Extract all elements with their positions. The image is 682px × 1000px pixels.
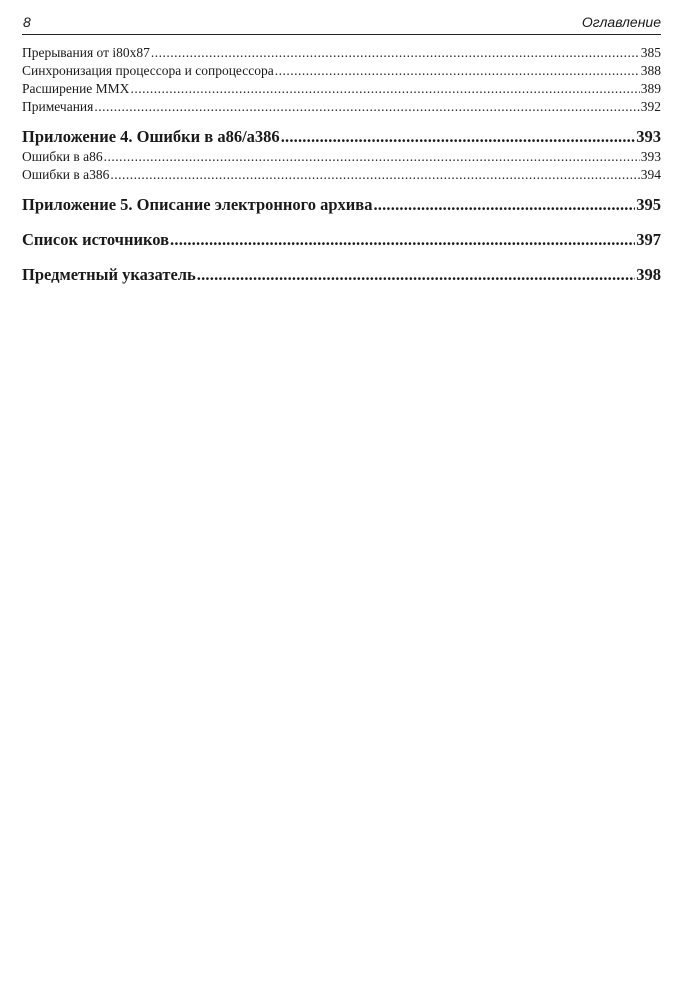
dot-leader (151, 44, 640, 62)
toc-entry[interactable] (22, 166, 661, 184)
toc-entry-title: Расширение MMX (22, 81, 130, 96)
toc-entry-page: 397 (636, 230, 661, 249)
toc-entry[interactable] (22, 62, 661, 80)
toc-entry-appendix-4[interactable] (22, 126, 661, 148)
page-number: 8 (23, 14, 31, 30)
section-title: Оглавление (581, 14, 661, 30)
toc-entry-page: 392 (640, 99, 661, 114)
dot-leader (275, 62, 640, 80)
toc-entry-title: Прерывания от i80x87 (22, 45, 150, 60)
toc-entry-references[interactable] (22, 229, 661, 251)
toc-entry-page: 388 (640, 63, 661, 78)
toc-entry-page: 398 (636, 265, 661, 284)
toc-entry-title: Приложение 4. Ошибки в a86/a386 (22, 127, 280, 146)
toc-entry[interactable] (22, 148, 661, 166)
toc-entry-title: Ошибки в a86 (22, 149, 103, 164)
dot-leader (104, 148, 640, 166)
toc-entry-appendix-5[interactable] (22, 194, 661, 216)
toc-entry[interactable] (22, 44, 661, 62)
toc-entry-title: Синхронизация процессора и сопроцессора (22, 63, 274, 78)
toc-entry[interactable] (22, 80, 661, 98)
toc-entry-title: Примечания (22, 99, 94, 114)
dot-leader (110, 166, 639, 184)
toc-entry-title: Предметный указатель (22, 265, 196, 284)
toc-entry-title: Список источников (22, 230, 170, 249)
dot-leader (130, 80, 639, 98)
dot-leader (373, 194, 635, 216)
document-page (22, 0, 661, 286)
toc-entry[interactable] (22, 98, 661, 116)
toc-entry-page: 385 (640, 45, 661, 60)
dot-leader (197, 264, 635, 286)
toc-entry-subject-index[interactable] (22, 264, 661, 286)
toc-entry-title: Ошибки в a386 (22, 167, 110, 182)
dot-leader (281, 126, 636, 148)
toc-entry-page: 393 (640, 149, 661, 164)
table-of-contents (22, 35, 661, 286)
running-header (22, 0, 661, 35)
toc-entry-page: 393 (636, 127, 661, 146)
dot-leader (170, 229, 635, 251)
toc-entry-title: Приложение 5. Описание электронного архива (22, 195, 373, 214)
toc-entry-page: 389 (640, 81, 661, 96)
toc-entry-page: 394 (640, 167, 661, 182)
toc-entry-page: 395 (636, 195, 661, 214)
dot-leader (94, 98, 639, 116)
